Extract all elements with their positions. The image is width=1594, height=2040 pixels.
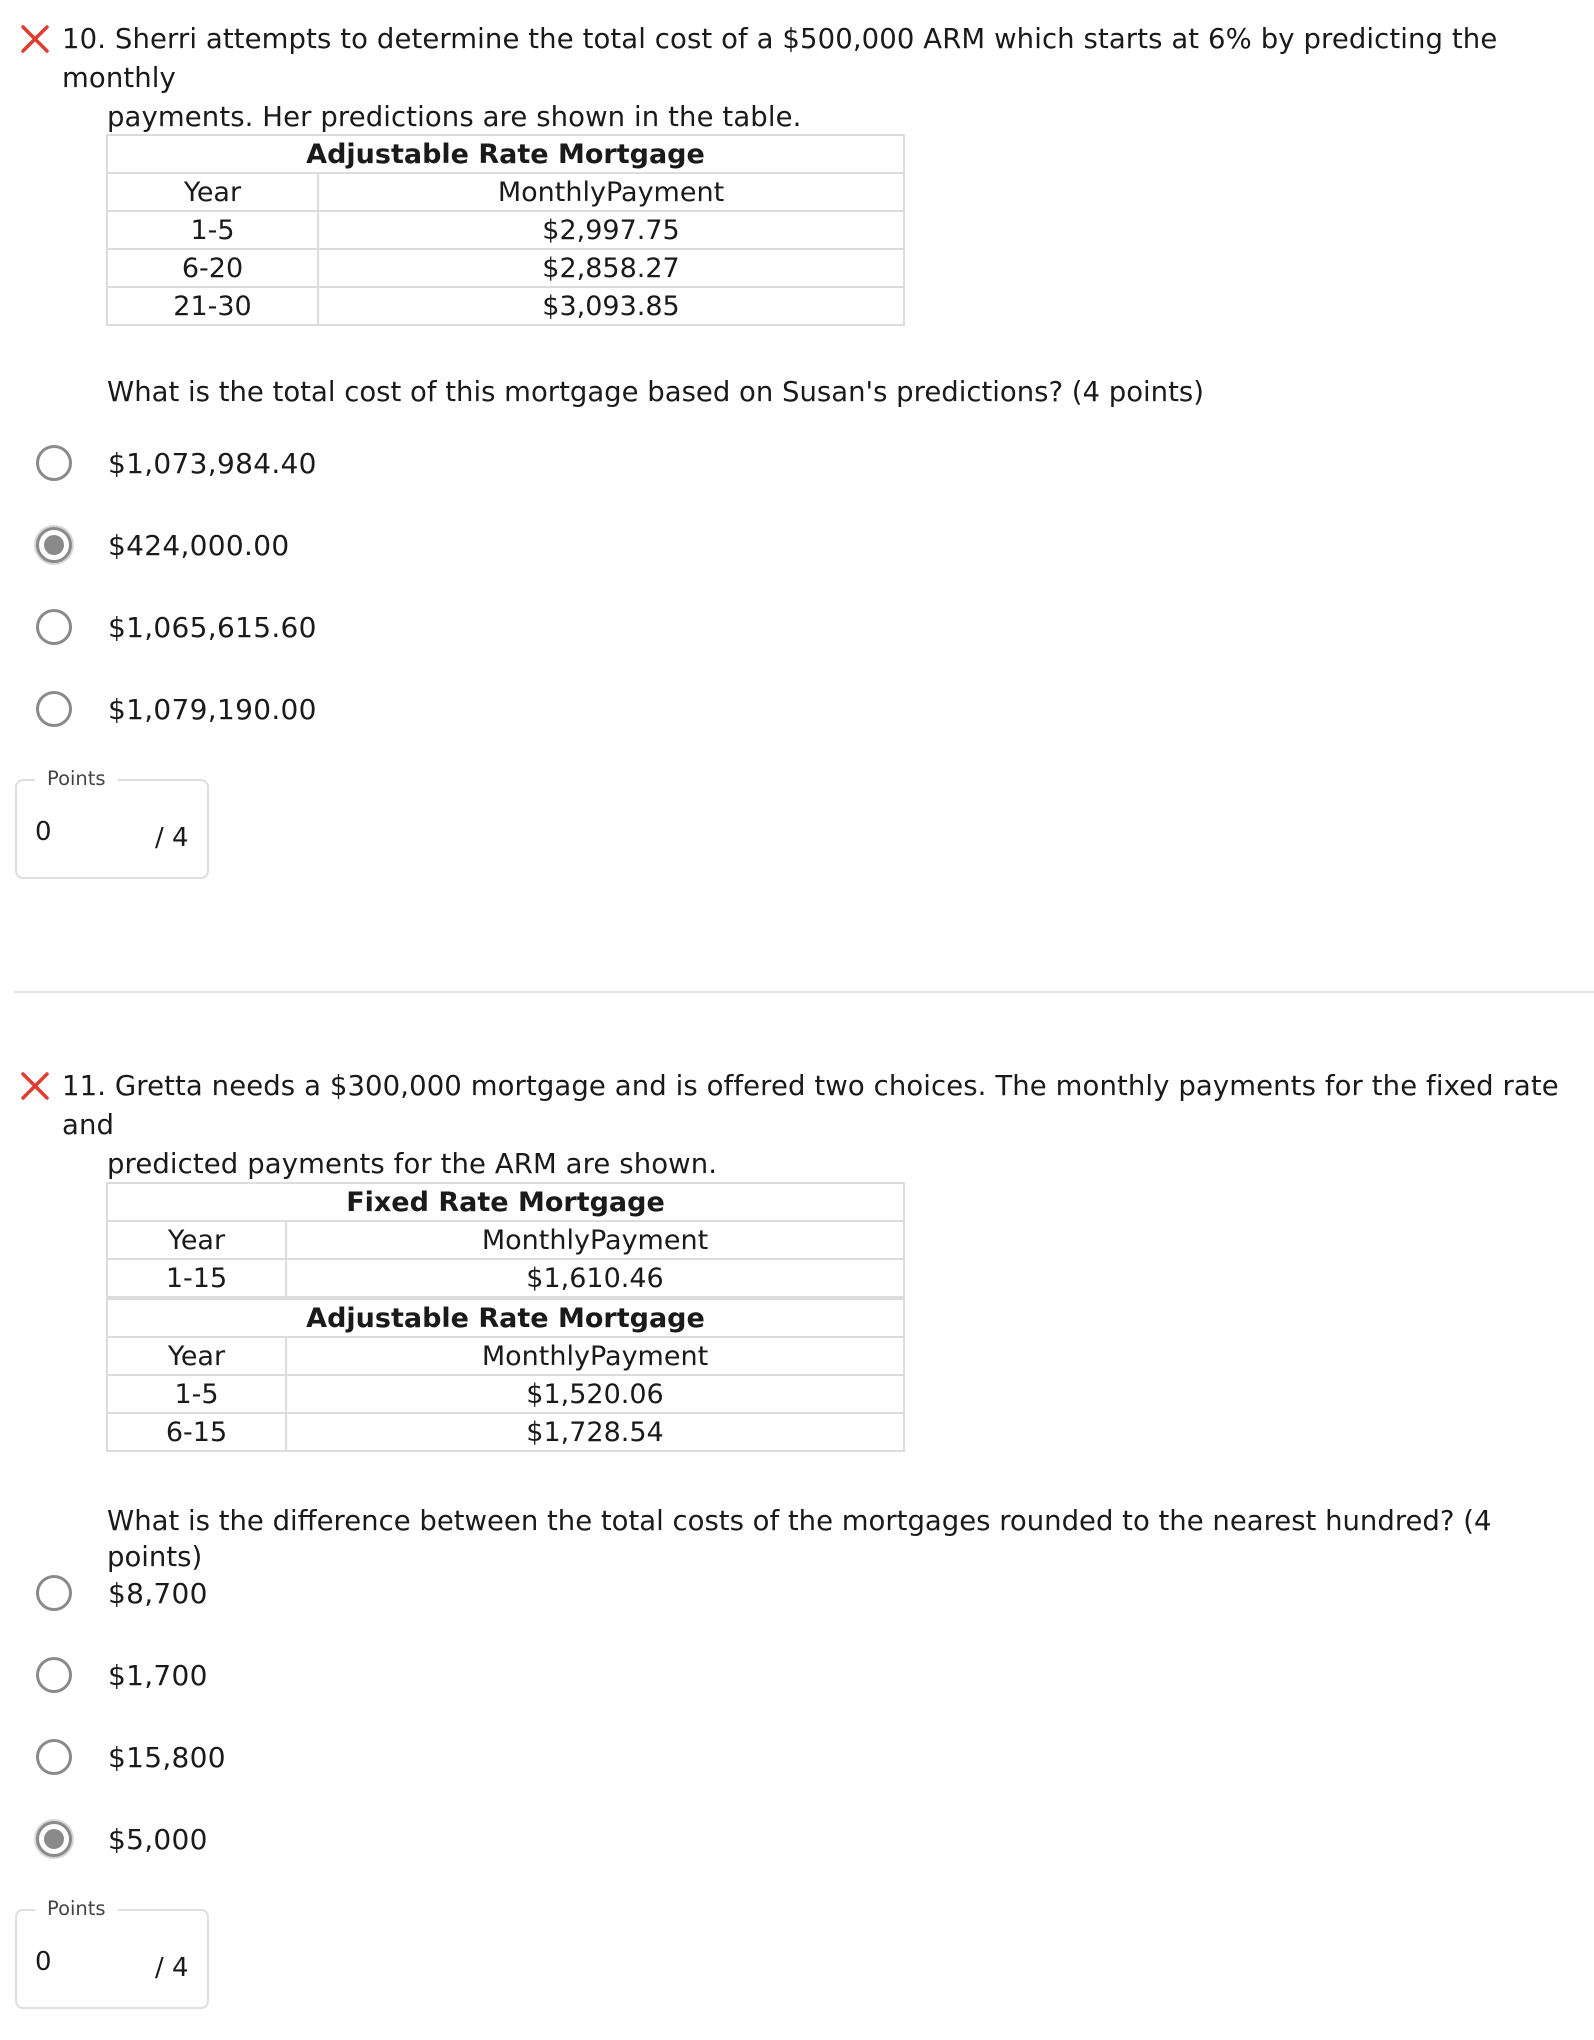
- question-text-line2: predicted payments for the ARM are shown.: [107, 1148, 718, 1180]
- table-row: [107, 1259, 904, 1298]
- table-row: [107, 249, 904, 287]
- payment-cell: $2,997.75: [318, 211, 904, 249]
- radio-button[interactable]: [36, 1575, 72, 1611]
- points-box: [15, 767, 209, 879]
- radio-button[interactable]: [36, 691, 72, 727]
- payment-cell: $3,093.85: [318, 287, 904, 325]
- points-total: / 4: [155, 823, 189, 853]
- question-10-text: [62, 20, 1582, 137]
- radio-button[interactable]: [36, 1739, 72, 1775]
- radio-button-selected[interactable]: [36, 527, 72, 563]
- points-score: 0: [35, 1947, 52, 1977]
- payment-cell: $2,858.27: [318, 249, 904, 287]
- incorrect-x-icon: [20, 1071, 50, 1101]
- year-cell: 1-5: [107, 211, 318, 249]
- points-legend: Points: [35, 767, 118, 790]
- option-label[interactable]: $15,800: [108, 1740, 226, 1774]
- table-row: [107, 1375, 904, 1413]
- radio-button[interactable]: [36, 445, 72, 481]
- option-label[interactable]: $1,700: [108, 1658, 208, 1692]
- points-box: [15, 1897, 209, 2009]
- question-number: 11.: [62, 1070, 107, 1102]
- points-score: 0: [35, 817, 52, 847]
- radio-button[interactable]: [36, 1657, 72, 1693]
- column-header-year: Year: [107, 1337, 286, 1375]
- mortgage-comparison-table: [106, 1182, 905, 1452]
- answer-option-selected[interactable]: [36, 1817, 208, 1861]
- points-legend: Points: [35, 1897, 118, 1920]
- table-row: [107, 287, 904, 325]
- option-label[interactable]: $8,700: [108, 1576, 208, 1610]
- fixed-table-title: Fixed Rate Mortgage: [107, 1183, 904, 1221]
- answer-option[interactable]: [36, 441, 317, 485]
- year-cell: 6-20: [107, 249, 318, 287]
- payment-cell: $1,520.06: [286, 1375, 904, 1413]
- arm-table: [106, 134, 905, 326]
- points-total: / 4: [155, 1953, 189, 1983]
- radio-button[interactable]: [36, 609, 72, 645]
- year-cell: 6-15: [107, 1413, 286, 1451]
- column-header-year: Year: [107, 173, 318, 211]
- question-text-line1: Gretta needs a $300,000 mortgage and is offered two choices. The monthly payments for the fixed rate and: [62, 1070, 1559, 1141]
- column-header-year: Year: [107, 1221, 286, 1259]
- column-header-payment: MonthlyPayment: [318, 173, 904, 211]
- option-label[interactable]: $5,000: [108, 1822, 208, 1856]
- year-cell: 21-30: [107, 287, 318, 325]
- answer-option[interactable]: [36, 1653, 208, 1697]
- year-cell: 1-5: [107, 1375, 286, 1413]
- column-header-payment: MonthlyPayment: [286, 1337, 904, 1375]
- answer-option-selected[interactable]: [36, 523, 289, 567]
- year-cell: 1-15: [107, 1259, 286, 1298]
- option-label[interactable]: $424,000.00: [108, 528, 290, 562]
- question-text-line2: payments. Her predictions are shown in the table.: [107, 101, 802, 133]
- incorrect-x-icon: [20, 24, 50, 54]
- question-11-text: [62, 1067, 1582, 1184]
- question-prompt: What is the difference between the total costs of the mortgages rounded to the nearest hundred? (4 points): [107, 1505, 1492, 1573]
- option-label[interactable]: $1,065,615.60: [108, 610, 317, 644]
- answer-option[interactable]: [36, 605, 317, 649]
- answer-option[interactable]: [36, 687, 317, 731]
- table-title: Adjustable Rate Mortgage: [107, 135, 904, 173]
- arm-table-title: Adjustable Rate Mortgage: [107, 1298, 904, 1337]
- question-number: 10.: [62, 23, 107, 55]
- option-label[interactable]: $1,073,984.40: [108, 446, 317, 480]
- answer-option[interactable]: [36, 1571, 208, 1615]
- question-text-line1: Sherri attempts to determine the total cost of a $500,000 ARM which starts at 6% by predicting the monthly: [62, 23, 1498, 94]
- question-divider: [14, 991, 1594, 993]
- answer-option[interactable]: [36, 1735, 226, 1779]
- table-row: [107, 211, 904, 249]
- option-label[interactable]: $1,079,190.00: [108, 692, 317, 726]
- payment-cell: $1,610.46: [286, 1259, 904, 1298]
- radio-button-selected[interactable]: [36, 1821, 72, 1857]
- payment-cell: $1,728.54: [286, 1413, 904, 1451]
- question-prompt: What is the total cost of this mortgage based on Susan's predictions? (4 points): [107, 376, 1204, 408]
- table-row: [107, 1413, 904, 1451]
- column-header-payment: MonthlyPayment: [286, 1221, 904, 1259]
